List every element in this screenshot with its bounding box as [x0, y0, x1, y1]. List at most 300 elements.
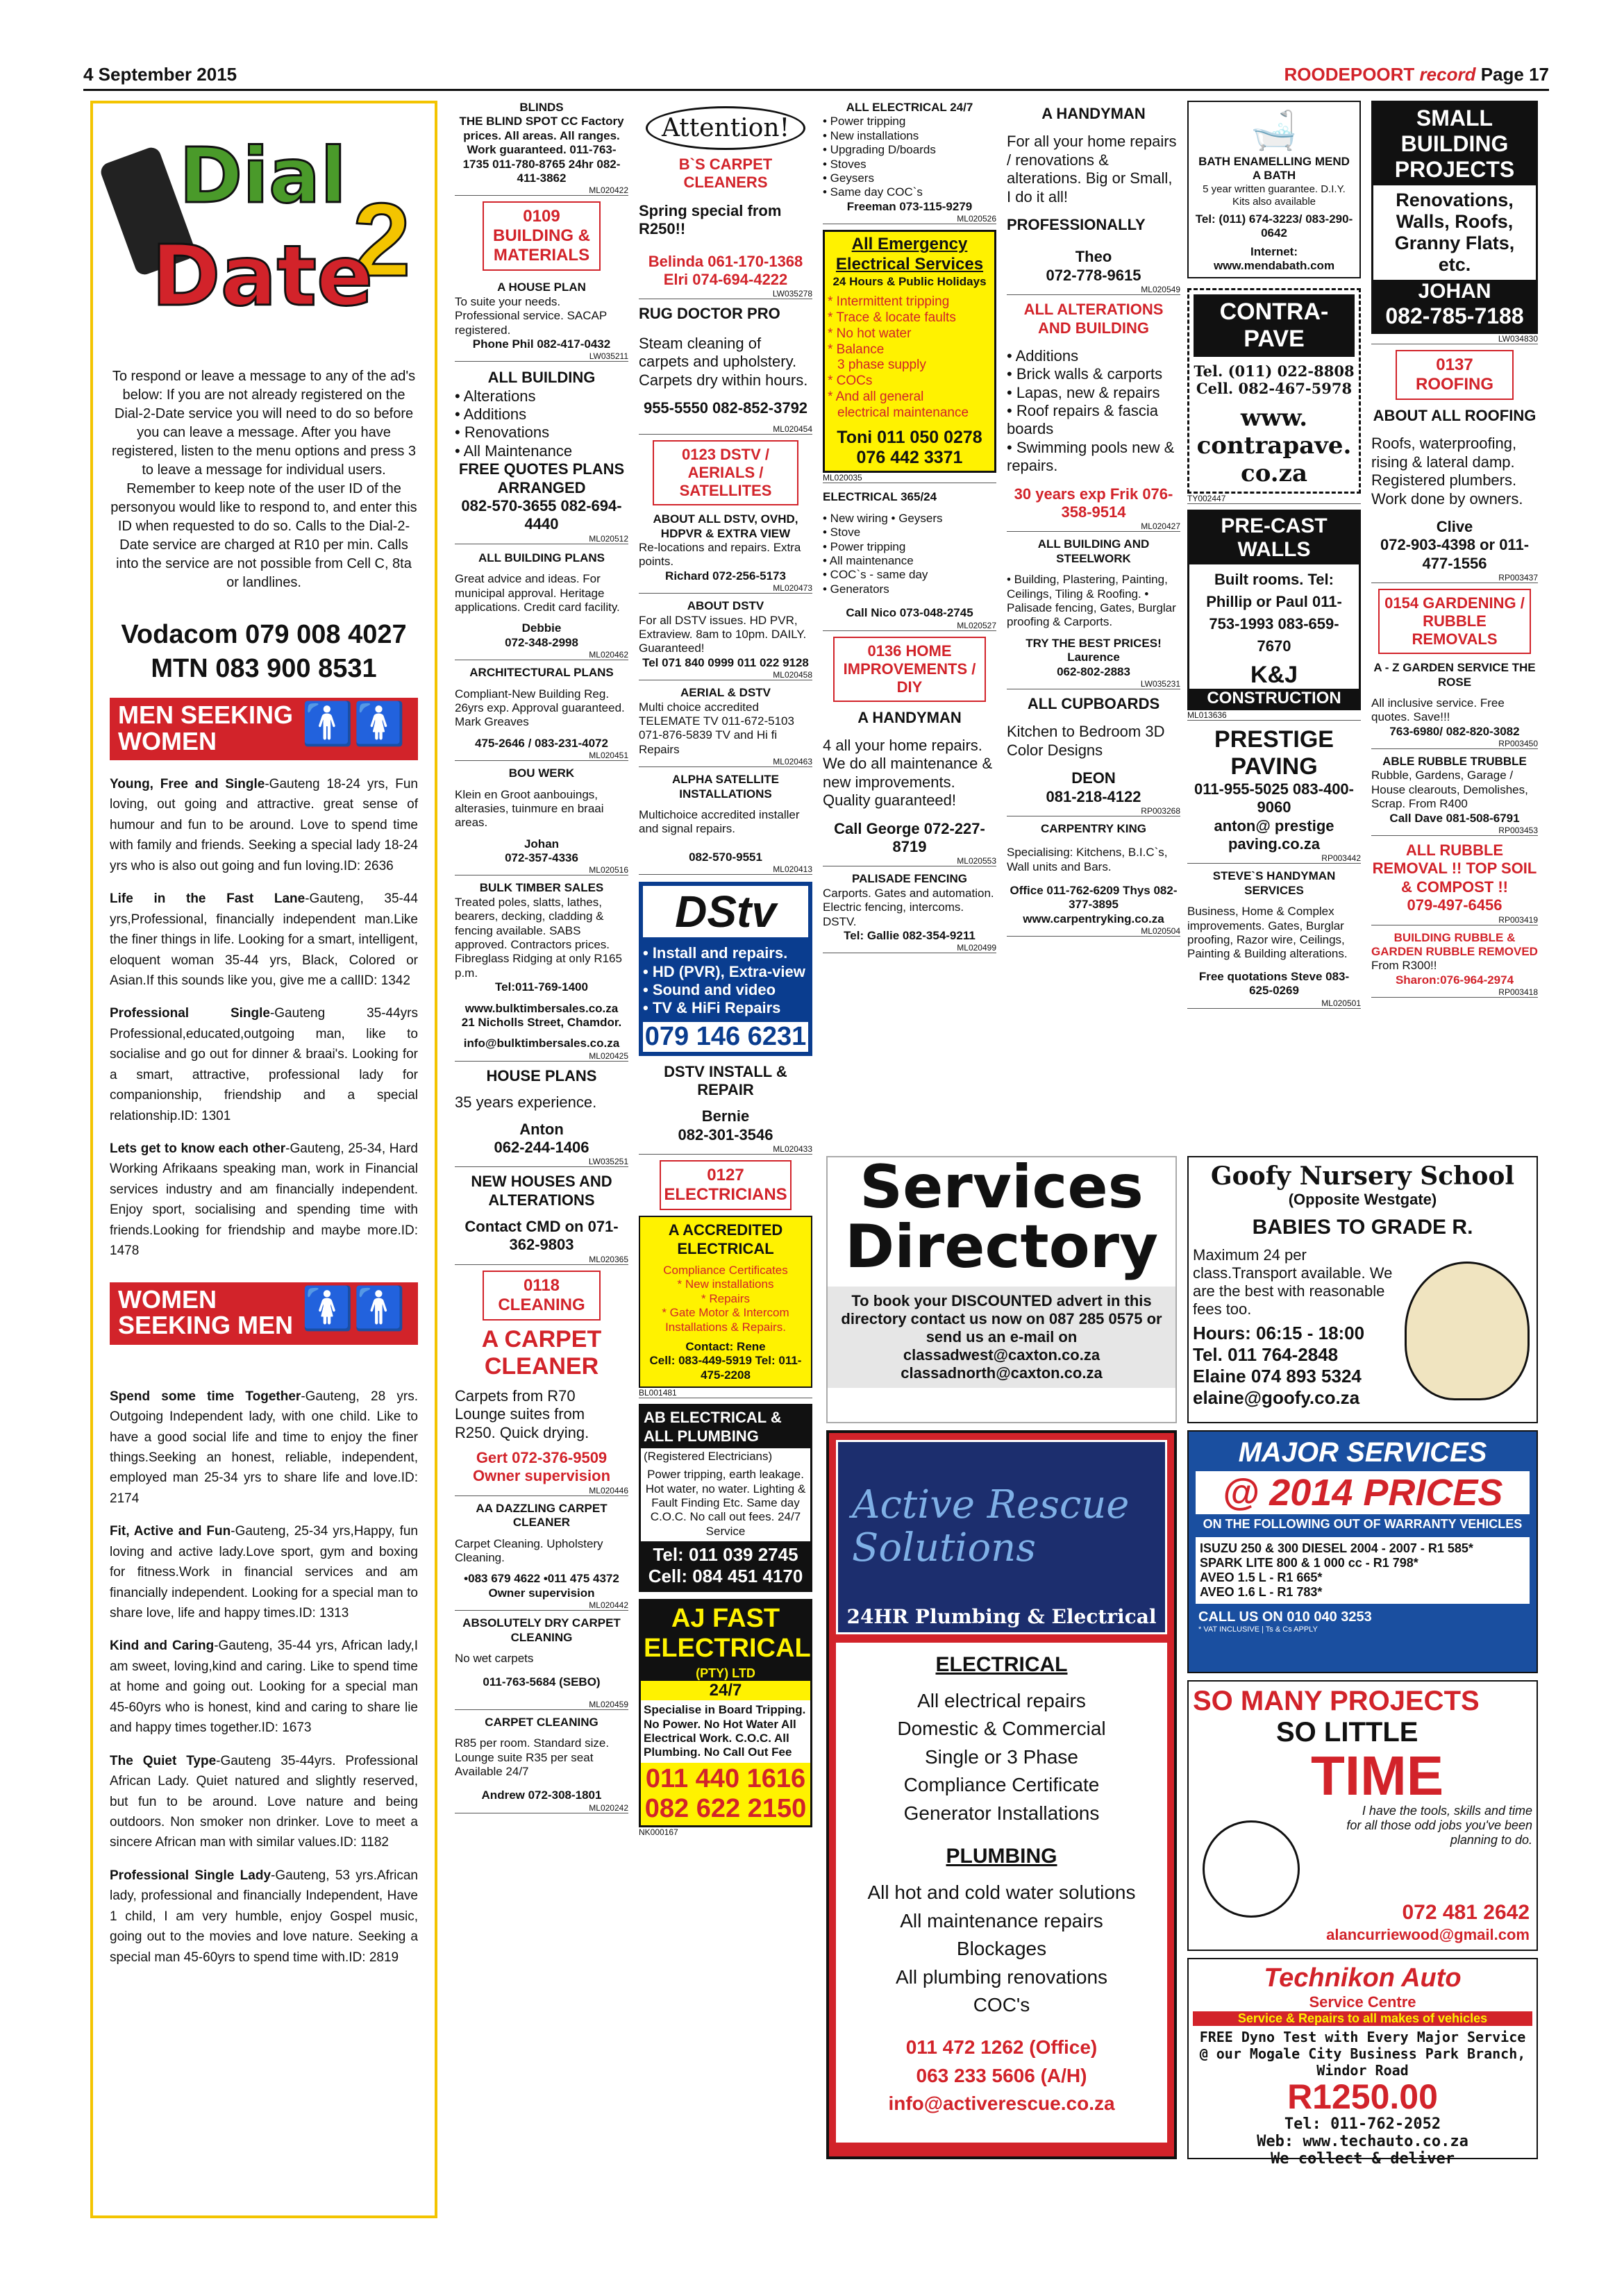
ad-code: ML020035: [823, 473, 996, 483]
list-item: • COC`s - same day: [823, 568, 928, 582]
ad-title: HOUSE PLANS: [486, 1066, 597, 1084]
ad-title: BUILDING RUBBLE & GARDEN RUBBLE REMOVED: [1371, 930, 1538, 958]
dstv-ad: [639, 882, 812, 1056]
ad-text: BABIES TO GRADE R.: [1252, 1216, 1473, 1239]
ad-phone: Tel. 011 764-2848: [1193, 1344, 1339, 1365]
ad-title: CARPET CLEANING: [485, 1715, 598, 1729]
list-item: Blockages: [956, 1938, 1047, 1960]
list-item: Generator Installations: [903, 1802, 1100, 1824]
precast-walls-ad: [1187, 510, 1361, 710]
women-ads-list: [110, 1386, 418, 1968]
personal-ad: [110, 1521, 418, 1623]
ad-title: AERIAL & DSTV: [680, 686, 771, 700]
ad-code: ML020454: [639, 424, 812, 435]
ad-code: ML020451: [455, 751, 628, 761]
ad-code: ML020463: [639, 757, 812, 767]
ad-list: [828, 294, 991, 421]
ad-code: ML020459: [455, 1700, 628, 1710]
people-icon: 🚺🚹: [301, 1284, 405, 1332]
men-ads-list: [110, 774, 418, 1262]
ad-name: Laurence: [1067, 651, 1120, 664]
category-heading: 0136 HOME IMPROVEMENTS / DIY: [833, 637, 986, 702]
ab-electrical-ad: [639, 1404, 812, 1592]
list-item: * And all general: [828, 389, 924, 404]
ad-text: -Gauteng, 25-34 yrs,Happy, fun loving and active lady.Love sport, gym and boxing for fitness.Work in financial services and am financially independent. Looking for a special man to share love, life and happy times.ID: 1313: [110, 1524, 418, 1620]
list-item: AVEO 1.6 L - R1 783*: [1200, 1585, 1323, 1599]
women-heading-line2: SEEKING MEN: [118, 1311, 294, 1340]
ad-title: STEVE`S HANDYMAN SERVICES: [1212, 869, 1336, 897]
ad-text: Built rooms. Tel: Phillip or Paul 011-753-1993 083-659-7670: [1206, 571, 1342, 655]
ad-phone: 062-802-2883: [1057, 664, 1130, 678]
ad-phone: Tel: (011) 674-3223/ 083-290-0642: [1195, 212, 1353, 240]
ad-phone: Elaine 074 893 5324: [1193, 1366, 1362, 1386]
ad-text: -Gauteng 18-24 yrs, Fun loving, out going and attractive. great sense of humour and fun to be around. Love to spend time with family and friends. Seeking a special lady 18-24 yrs who is also out going and fun loving.ID: 2636: [110, 777, 418, 873]
ad-title: A HANDYMAN: [1041, 105, 1146, 122]
ad-phone: 082-570-3655 082-694-4440: [461, 497, 622, 533]
ad-text: -Gauteng, 28 yrs. Outgoing Independent lady, with one child. Like to have a good social life and time to enjoy the finer things.Seeking an honest, reliable, independent, employed man 25-34 yrs to share life and love.ID: 2174: [110, 1389, 419, 1506]
ad-text: (Opposite Westgate): [1288, 1191, 1437, 1208]
ad-phone: 475-2646 / 083-231-4072: [475, 736, 608, 750]
ad-text: Roofs, waterproofing, rising & lateral damp. Registered plumbers. Work done by owners.: [1371, 435, 1523, 508]
ad-code: ML020512: [455, 534, 628, 544]
list-item: * No hot water: [828, 326, 912, 341]
list-item: • All maintenance: [823, 554, 914, 568]
ad-text: For all DSTV issues. HD PVR, Extraview. 8am to 10pm. DAILY. Guaranteed!: [639, 613, 807, 655]
ad-title: Professional Single: [110, 1006, 270, 1021]
ad-phone: Call George 072-227-8719: [834, 819, 985, 855]
list-item: • All Maintenance: [455, 442, 573, 460]
ad-code: ML020242: [455, 1803, 628, 1813]
ad-title: ALL BUILDING PLANS: [478, 551, 605, 564]
list-item: All plumbing renovations: [895, 1966, 1108, 1988]
header-rule: [83, 89, 1549, 91]
ad-title: BOU WERK: [508, 766, 575, 780]
list-item: SPARK LITE 800 & 1 000 cc - R1 798*: [1200, 1556, 1418, 1570]
ad-code: ML020501: [1187, 998, 1361, 1009]
list-item: • Additions: [455, 405, 527, 424]
classifieds-column-7: [1371, 101, 1538, 1003]
classifieds-column-3: [639, 101, 812, 1843]
list-item: ISUZU 250 & 300 DIESEL 2004 - 2007 - R1 585*: [1200, 1541, 1473, 1555]
ad-code: LW035251: [455, 1157, 628, 1167]
personal-ad: [110, 1386, 418, 1509]
ad-title: AB ELECTRICAL & ALL PLUMBING: [641, 1406, 810, 1448]
ad-phone: CALL US ON 010 040 3253: [1198, 1609, 1372, 1625]
ad-phone: Richard 072-256-5173: [665, 569, 786, 583]
ad-phone: Tel:011-769-1400: [495, 980, 588, 994]
ad-text: -Gauteng, 25-34, Hard Working Afrikaans speaking man, work in Financial services industry and am financially independent. Enjoy sport, socialising and spending time with friends.Looking for friendship and maybe more.ID: 1478: [110, 1141, 418, 1259]
ad-title: MAJOR SERVICES: [1238, 1437, 1487, 1468]
ad-code: ML020499: [823, 943, 996, 953]
vodacom-number: Vodacom 079 008 4027: [121, 620, 407, 649]
ad-code: ML020425: [455, 1051, 628, 1062]
ad-text: THE BLIND SPOT CC Factory prices. All areas. All ranges. Work guaranteed. 011-763-1735 011-780-8765 24hr 082-411-3862: [459, 115, 624, 185]
active-rescue-logo: [836, 1440, 1167, 1634]
ad-text: -Gauteng, 53 yrs.African lady, professional and financially Independent, Have 1 child, I am very humble, enjoy Gospel music, going out to the movies and love nature. Seeking a special man 45-60yrs to spend time with.ID: 2819: [110, 1868, 418, 1965]
ad-name: DEON: [1071, 769, 1116, 787]
ad-text: -Gauteng 35-44yrs. Professional African Lady. Quiet natured and slightly reserved, but fun to be around. Love nature and being outdoors. Non smoker non drinker. Love to meet a sincere African man with similar values.ID: 1182: [110, 1753, 418, 1850]
list-item: • Alterations: [455, 387, 536, 405]
ad-text: Carpets from R70 Lounge suites from R250. Quick drying.: [455, 1386, 589, 1441]
ad-text: Spring special from R250!!: [639, 201, 782, 238]
personal-ad: [110, 1139, 418, 1262]
list-item: • New wiring • Geysers: [823, 511, 943, 525]
ad-phone: 082-785-7188: [1373, 303, 1536, 332]
list-item: Compliance Certificate: [903, 1774, 1100, 1796]
ad-phone: Tel: Gallie 082-354-9211: [844, 928, 976, 942]
ad-title: ABOUT ALL DSTV, OVHD, HDPVR & EXTRA VIEW: [653, 512, 798, 540]
ad-code: ML020504: [1007, 926, 1180, 937]
ad-phone: 072-348-2998: [505, 635, 578, 649]
list-item: * Gate Motor & Intercom Installations & Repairs.: [662, 1306, 789, 1334]
ad-text: All inclusive service. Free quotes. Save!!!: [1371, 696, 1505, 724]
ad-phone: Tel: 011-762-2052: [1284, 2115, 1441, 2133]
list-item: • New installations: [823, 128, 919, 142]
personal-ad: [110, 1636, 418, 1738]
list-item: • Generators: [823, 582, 889, 596]
ad-code: RP003418: [1371, 987, 1538, 998]
page-masthead: [1284, 64, 1549, 85]
goofy-nursery-ad: [1187, 1156, 1538, 1423]
ad-phone: 072-903-4398 or 011-477-1556: [1380, 536, 1530, 572]
ad-email: anton@ prestige paving.co.za: [1214, 816, 1334, 853]
accredited-electrical-ad: [639, 1216, 812, 1388]
list-item: * Trace & locate faults: [828, 310, 956, 325]
ad-phone: Free quotations Steve 083-625-0269: [1198, 969, 1350, 998]
ad-text: Kitchen to Bedroom 3D Color Designs: [1007, 723, 1165, 759]
ad-code: TY002447: [1187, 494, 1361, 504]
list-item: • Swimming pools new & repairs.: [1007, 438, 1175, 475]
ad-title: BATH ENAMELLING MEND A BATH: [1198, 155, 1350, 183]
ad-phone: 011 440 1616 082 622 2150: [641, 1763, 810, 1825]
logo-text: Active Rescue Solutions: [852, 1482, 1130, 1570]
list-item: • Roof repairs & fascia boards: [1007, 402, 1159, 438]
ad-phone: Sharon:076-964-2974: [1395, 973, 1514, 987]
list-item: • Additions: [1007, 346, 1079, 364]
contact-list: [843, 2034, 1160, 2118]
list-item: Compliance Certificates: [663, 1264, 788, 1277]
ad-phone: 763-6980/ 082-820-3082: [1389, 724, 1520, 738]
ad-title: SO LITTLE: [1276, 1717, 1418, 1748]
ad-list: [823, 115, 996, 199]
category-heading: 0118 CLEANING: [483, 1271, 601, 1321]
ad-text: PROFESSIONALLY: [1007, 215, 1146, 233]
ad-code: ML020516: [455, 865, 628, 875]
ad-list: [823, 512, 996, 596]
ad-code: RP003450: [1371, 739, 1538, 749]
ad-name: JOHAN: [1373, 280, 1536, 303]
ad-title: AJ FAST ELECTRICAL: [641, 1601, 810, 1666]
ad-code: RP003419: [1371, 915, 1538, 925]
ad-title: BULK TIMBER SALES: [479, 881, 604, 895]
ad-title: ABLE RUBBLE TRUBBLE: [1382, 755, 1527, 769]
dstv-list: [643, 944, 808, 1018]
list-item: • Upgrading D/boards: [823, 143, 936, 157]
ad-title: ABOUT ALL ROOFING: [1373, 407, 1537, 424]
ad-title: PRE-CAST WALLS: [1189, 512, 1359, 564]
ad-title: DSTV INSTALL & REPAIR: [664, 1062, 787, 1099]
ad-phone: 079 146 6231: [643, 1022, 808, 1052]
ad-web: www.carpentryking.co.za: [1023, 912, 1164, 925]
ad-code: LW035211: [455, 351, 628, 362]
list-item: • Sound and video: [643, 980, 776, 998]
ad-text: Renovations, Walls, Roofs, Granny Flats, etc.: [1394, 190, 1515, 275]
plumbing-list: [843, 1879, 1160, 2020]
ad-code: ML020422: [455, 185, 628, 196]
classifieds-column-4: [823, 101, 996, 959]
category-heading: 0127 ELECTRICIANS: [660, 1160, 792, 1210]
ad-phone: Tel: 011 039 2745 Cell: 084 451 4170: [641, 1541, 810, 1590]
ad-text: -Gauteng, 35-44 yrs, African lady,I am sweet, loving,kind and caring. Like to spend time at home and going out. Looking for a special man 45-60yrs who is honest, kind and caring to share lie and happy times together.ID: 1673: [110, 1639, 418, 1736]
ad-title: Kind and Caring: [110, 1639, 215, 1654]
ad-title: Goofy Nursery School: [1210, 1162, 1515, 1191]
ad-text: K&J: [1250, 661, 1298, 688]
ad-code: ML020442: [455, 1600, 628, 1611]
ad-title: SO MANY PROJECTS: [1193, 1686, 1480, 1716]
ad-title: CARPENTRY KING: [1040, 821, 1147, 835]
ad-text: FREE Dyno Test with Every Major Service @ our Mogale City Business Park Branch, Windor Road: [1199, 2029, 1526, 2079]
ad-title: ALL BUILDING AND STEELWORK: [1037, 537, 1150, 565]
ad-name: Anton: [519, 1120, 564, 1138]
ad-title: BLINDS: [519, 101, 564, 114]
list-item: • Power tripping: [823, 115, 906, 128]
ad-web: Web: www.techauto.co.za: [1257, 2132, 1468, 2150]
ad-title: Young, Free and Single: [110, 777, 265, 791]
ad-text: We collect & deliver: [1271, 2150, 1455, 2168]
ad-text: Hours: 06:15 - 18:00: [1193, 1323, 1365, 1343]
ad-title: SMALL BUILDING PROJECTS: [1373, 103, 1536, 185]
ad-title: RUG DOCTOR PRO: [639, 305, 780, 323]
ad-text: 24/7: [641, 1681, 810, 1700]
ad-title: B`S CARPET CLEANERS: [678, 156, 773, 192]
ad-phone: 072 481 2642: [1402, 1901, 1530, 1924]
vehicle-list: [1196, 1537, 1530, 1604]
category-heading: 0109 BUILDING & MATERIALS: [483, 201, 601, 271]
list-item: • Stoves: [823, 157, 867, 171]
ad-code: ML013636: [1187, 710, 1361, 721]
ad-phone: Gert 072-376-9509 Owner supervision: [472, 1449, 611, 1485]
ad-phone: 081-218-4122: [1046, 787, 1141, 805]
ad-email: info@activerescue.co.za: [888, 2093, 1115, 2115]
classifieds-column-5: [1007, 101, 1180, 942]
ad-text: I have the tools, skills and time for all those odd jobs you've been planning to do.: [1346, 1804, 1532, 1847]
personal-ad: [110, 889, 418, 991]
list-item: Single or 3 Phase: [924, 1745, 1079, 1768]
ad-code: ML020462: [455, 650, 628, 660]
ad-text: Multi choice accredited TELEMATE TV 011-672-5103 071-876-5839 TV and Hi fi Repairs: [639, 700, 794, 756]
technikon-auto-ad: [1187, 1958, 1538, 2168]
list-item: * Intermittent tripping: [828, 294, 950, 310]
ad-address: 21 Nicholls Street, Chamdor.: [461, 1015, 622, 1029]
ad-text: TRY THE BEST PRICES!: [1026, 636, 1162, 650]
list-item: • HD (PVR), Extra-view: [643, 962, 805, 980]
ad-name: Johan: [524, 837, 560, 850]
aj-fast-electrical-ad: [639, 1599, 812, 1827]
ad-code: ML020413: [639, 864, 812, 875]
mend-a-bath-ad: [1187, 101, 1361, 278]
ad-text: Power tripping, earth leakage. Hot water, no water. Lighting & Fault Finding Etc. Same day C.O.C. No call out fees. 24/7 Service: [645, 1468, 806, 1538]
list-item: • Lapas, new & repairs: [1007, 383, 1160, 401]
ad-title: AA DAZZLING CARPET CLEANER: [476, 1501, 608, 1530]
ad-phone: 063 233 5606 (A/H): [916, 2064, 1087, 2086]
ad-text: Contact: Rene: [685, 1339, 766, 1353]
ad-title: A HANDYMAN: [857, 708, 962, 726]
ad-code: LW035278: [639, 289, 812, 299]
attention-banner: Attention!: [646, 106, 805, 150]
ad-code: ML020427: [1007, 521, 1180, 532]
personal-ad: [110, 774, 418, 876]
ad-code: RP003437: [1371, 573, 1538, 583]
people-icon: 🚹🚺: [301, 701, 405, 747]
ad-code: NK000167: [639, 1827, 678, 1837]
ad-code: LW034830: [1371, 334, 1538, 344]
ad-text: Steam cleaning of carpets and upholstery. Carpets dry within hours.: [639, 334, 808, 389]
list-item: * Balance: [828, 342, 885, 357]
ad-code: ML020458: [639, 670, 812, 680]
ad-code: ML020526: [823, 214, 996, 224]
ad-text: @ 2014 PRICES: [1196, 1471, 1530, 1514]
ad-text: 5 year written guarantee. D.I.Y. Kits also available: [1203, 183, 1346, 208]
ad-phone: Toni 011 050 0278 076 442 3371: [837, 428, 982, 468]
ad-text: 4 all your home repairs. We do all maintenance & new improvements. Quality guaranteed!: [823, 737, 993, 810]
ad-title: Life in the Fast Lane: [110, 891, 305, 907]
ad-title: Technikon Auto: [1264, 1963, 1462, 1993]
bath-icon: 🛁: [1250, 110, 1298, 151]
ad-phone: 062-244-1406: [494, 1138, 589, 1156]
active-rescue-body: [836, 1643, 1167, 2143]
ad-code: RP003268: [1007, 806, 1180, 816]
ad-code: ML020473: [639, 583, 812, 594]
page-date: 4 September 2015: [83, 64, 237, 85]
ad-text: From R300!!: [1371, 959, 1437, 973]
list-item: electrical maintenance: [837, 405, 969, 420]
ad-code: ML020446: [455, 1486, 628, 1496]
dial2date-intro: To respond or leave a message to any of the ad's below: If you are not already registered on the Dial-2-Date service you will need to do so before you can leave a message. After you have registered, listen to the menu options and press 3 to leave a message for individual users. Remember to keep note of the user ID of the personyou would like to respond to, and enter this ID when requested to do so. Calls to the Dial-2-Date service are charged at R10 per min. Calls into the service are not possible from Cell C, 8ta or landlines.: [110, 369, 417, 590]
ad-text: Compliant-New Building Reg. 26yrs exp. Approval guaranteed. Mark Greaves: [455, 687, 625, 729]
ad-text: For all your home repairs / renovations & alterations. Big or Small, I do it all!: [1007, 133, 1177, 206]
ad-name: Bernie: [701, 1107, 750, 1125]
ad-name: Clive: [1436, 517, 1473, 535]
ad-title: Fit, Active and Fun: [110, 1524, 231, 1539]
goofy-dog-icon: [1405, 1262, 1530, 1400]
ad-text: Rubble, Gardens, Garage / House clearouts, Demolishes, Scrap. From R400: [1371, 769, 1528, 811]
ad-title: Professional Single Lady: [110, 1868, 271, 1883]
logo-date: Date: [151, 228, 374, 325]
classifieds-column-2: [455, 101, 628, 1819]
logo-banner: 24HR Plumbing & Electrical: [846, 1605, 1157, 1628]
ad-code: ML020549: [1007, 285, 1180, 295]
dial2date-column: [90, 101, 437, 2218]
ad-phone: Phone Phil 082-417-0432: [472, 337, 611, 351]
ad-code: RP003453: [1371, 826, 1538, 836]
ad-title: ABSOLUTELY DRY CARPET CLEANING: [462, 1616, 621, 1644]
directory-booking-text: To book your DISCOUNTED advert in this directory contact us now on 087 285 0575 or send us an e-mail on classadwest@caxton.co.za classadnorth@caxton.co.za: [828, 1287, 1175, 1388]
ad-text: -Gauteng, 35-44 yrs,Professional, financially independent man.Like the finer things in life. Looking for a smart, intelligent, eloquent woman 35-44 yrs, Black, Colored or Asian.If this sounds like you, give me a callID: 1342: [110, 891, 418, 988]
ad-phone: 072-778-9615: [1046, 266, 1141, 284]
list-item: • Brick walls & carports: [1007, 365, 1163, 383]
ad-email: alancurriewood@gmail.com: [1326, 1926, 1530, 1943]
ad-title: ELECTRICAL 365/24: [823, 490, 937, 504]
personal-ad: [110, 1751, 418, 1853]
ad-list: [455, 387, 628, 461]
ad-code: ML020433: [639, 1144, 812, 1155]
ad-code: ML020527: [823, 621, 996, 631]
directory-title-line1: Services: [860, 1153, 1144, 1222]
list-item: 3 phase supply: [837, 358, 926, 373]
ad-title: ALL BUILDING: [487, 369, 596, 387]
ad-phone: 079-497-6456: [1407, 896, 1502, 914]
ad-text: Contact CMD on 071-362-9803: [464, 1218, 619, 1254]
women-seeking-men-heading: [110, 1282, 418, 1345]
electrical-list: [843, 1687, 1160, 1828]
ad-text: CONSTRUCTION: [1189, 689, 1359, 708]
ad-title: TIME: [1311, 1745, 1444, 1807]
ad-web: www. contrapave. co.za: [1196, 404, 1352, 488]
ad-text: Re-locations and repairs. Extra points.: [639, 541, 801, 569]
list-item: * COCs: [828, 374, 873, 389]
ad-text: (PTY) LTD: [641, 1666, 810, 1681]
ad-phone: 011-955-5025 083-400-9060: [1194, 780, 1354, 816]
section-heading: PLUMBING: [946, 1845, 1057, 1868]
ad-title: All Emergency Electrical Services: [835, 235, 984, 274]
ad-text: Business, Home & Complex improvements. Gates, Burglar proofing, Razor wire, Ceilings, Painting & Building alterations.: [1187, 905, 1348, 961]
directory-title-line2: Directory: [844, 1212, 1159, 1282]
ad-title: The Quiet Type: [110, 1753, 217, 1768]
ad-title: NEW HOUSES AND ALTERATIONS: [471, 1173, 612, 1209]
list-item: All electrical repairs: [917, 1689, 1086, 1711]
major-services-ad: [1187, 1430, 1538, 1673]
ad-title: ALPHA SATELLITE INSTALLATIONS: [672, 773, 779, 801]
ad-title: ABOUT DSTV: [687, 599, 764, 613]
ad-text: FREE QUOTES PLANS ARRANGED: [458, 460, 625, 496]
ad-code: LW035231: [1007, 679, 1180, 689]
ad-phone: •083 679 4622 •011 475 4372: [464, 1572, 619, 1586]
category-heading: 0137 ROOFING: [1396, 350, 1514, 400]
list-item: COC's: [973, 1994, 1030, 2016]
page-number: Page 17: [1480, 64, 1549, 85]
ad-text: (Registered Electricians): [644, 1449, 773, 1463]
ad-phone: Freeman 073-115-9279: [846, 199, 973, 213]
ad-web: Internet: www.mendabath.com: [1213, 244, 1335, 272]
ad-list: [644, 1264, 807, 1334]
ad-text: * VAT INCLUSIVE | Ts & Cs APPLY: [1198, 1625, 1318, 1634]
women-heading-line1: WOMEN: [118, 1284, 217, 1314]
list-item: Domestic & Commercial: [897, 1718, 1106, 1740]
personal-ad: [110, 1003, 418, 1126]
ad-phone: 082-570-9551: [689, 850, 762, 864]
list-item: All hot and cold water solutions: [867, 1881, 1136, 1903]
ad-text: 35 years experience.: [455, 1093, 597, 1112]
personal-ad: [110, 1866, 418, 1968]
ad-text: To suite your needs. Professional service. SACAP registered.: [455, 294, 607, 337]
small-building-projects-ad: [1371, 101, 1538, 334]
ad-phone: Call Dave 081-508-6791: [1389, 811, 1520, 825]
ad-title: ARCHITECTURAL PLANS: [469, 666, 614, 680]
ad-price: R1250.00: [1287, 2077, 1438, 2116]
ad-text: Owner supervision: [488, 1586, 595, 1600]
ad-list: [1007, 347, 1180, 476]
list-item: AVEO 1.5 L - R1 665*: [1200, 1570, 1323, 1584]
ad-code: BL001481: [639, 1388, 812, 1398]
list-item: • Stove: [823, 526, 861, 539]
ad-text: Carports. Gates and automation. Electric fencing, intercoms. DSTV.: [823, 886, 994, 928]
ad-phone: 011-763-5684 (SEBO): [483, 1675, 601, 1689]
ad-code: ML020365: [455, 1255, 628, 1265]
ad-title: CONTRA-PAVE: [1194, 294, 1355, 357]
ad-text: Maximum 24 per class.Transport available. We are the best with reasonable fees too.: [1193, 1246, 1393, 1318]
ad-phone: Belinda 061-170-1368 Elri 074-694-4222: [648, 252, 803, 288]
ad-phone: Call Nico 073-048-2745: [846, 606, 973, 620]
